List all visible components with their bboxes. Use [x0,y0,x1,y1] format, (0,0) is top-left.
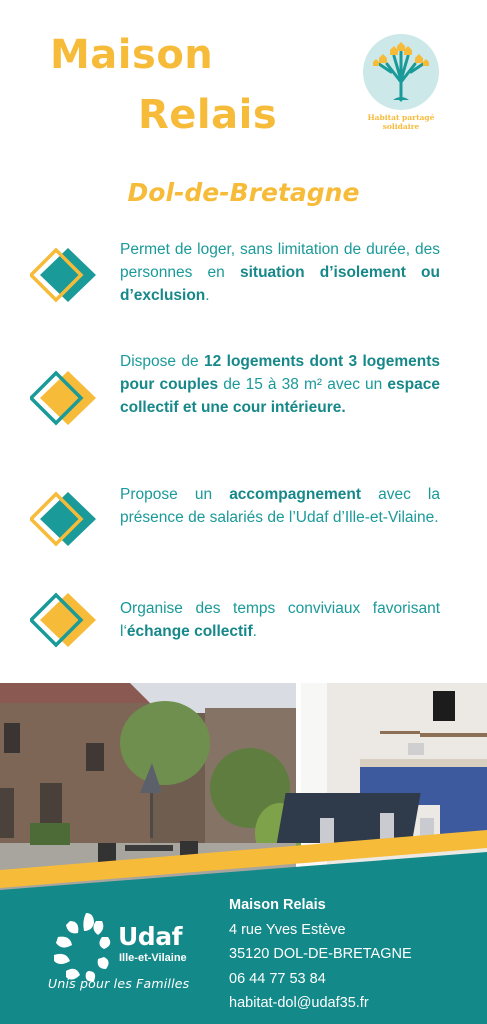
bullet-text-run: . [205,287,210,304]
udaf-slogan: Unis pour les Familles [48,976,190,991]
contact-address: 4 rue Yves Estève [229,921,346,938]
diamond-bullet-icon [30,244,100,306]
contact-email[interactable]: habitat-dol@udaf35.fr [229,995,369,1012]
contact-phone[interactable]: 06 44 77 53 84 [229,970,326,987]
bullet-text-run: Organise des temps conviviaux favorisant l‘ [120,600,440,640]
location-subtitle: Dol-de-Bretagne [127,178,360,207]
habitat-partage-logo [363,34,439,110]
bullet-text-run: . [252,623,257,640]
bullet-text-2 [120,350,440,419]
contact-block [229,893,412,1016]
bullet-emphasis: 12 logements dont 3 logements pour couples [120,353,441,393]
udaf-region: Ille-et-Vilaine [119,952,187,964]
diamond-bullet-icon [30,589,100,651]
logo-caption: Habitat partagé solidaire [367,113,435,131]
bullet-text-run: Permet de loger, sans limitation de durée, des personnes en [120,241,440,281]
bullet-emphasis: accompagnement [229,486,361,503]
bullet-emphasis: échange collectif [126,623,253,640]
bullet-text-1 [120,238,440,307]
udaf-brand: Udaf [118,922,182,951]
title-line-1: Maison [50,32,214,78]
bullet-text-run: de 15 à 38 m² avec un [218,376,388,393]
bullet-text-3 [120,483,440,529]
tree-icon [363,34,439,110]
diamond-bullet-icon [30,488,100,550]
title-line-2: Relais [138,92,278,138]
bullet-emphasis: situation d’isolement ou d’exclusion [120,264,440,304]
contact-city: 35120 DOL-DE-BRETAGNE [229,946,412,963]
bullet-text-run: Dispose de [120,353,205,370]
bullet-text-4 [120,597,440,643]
diamond-bullet-icon [30,367,100,429]
bullet-text-run: Propose un [120,486,230,503]
bullet-text-run: avec la présence de salariés de l’Udaf d’Ille-et-Vilaine. [120,486,440,526]
bullet-emphasis: espace collectif et une cour intérieure. [120,376,440,416]
contact-name: Maison Relais [229,897,326,913]
